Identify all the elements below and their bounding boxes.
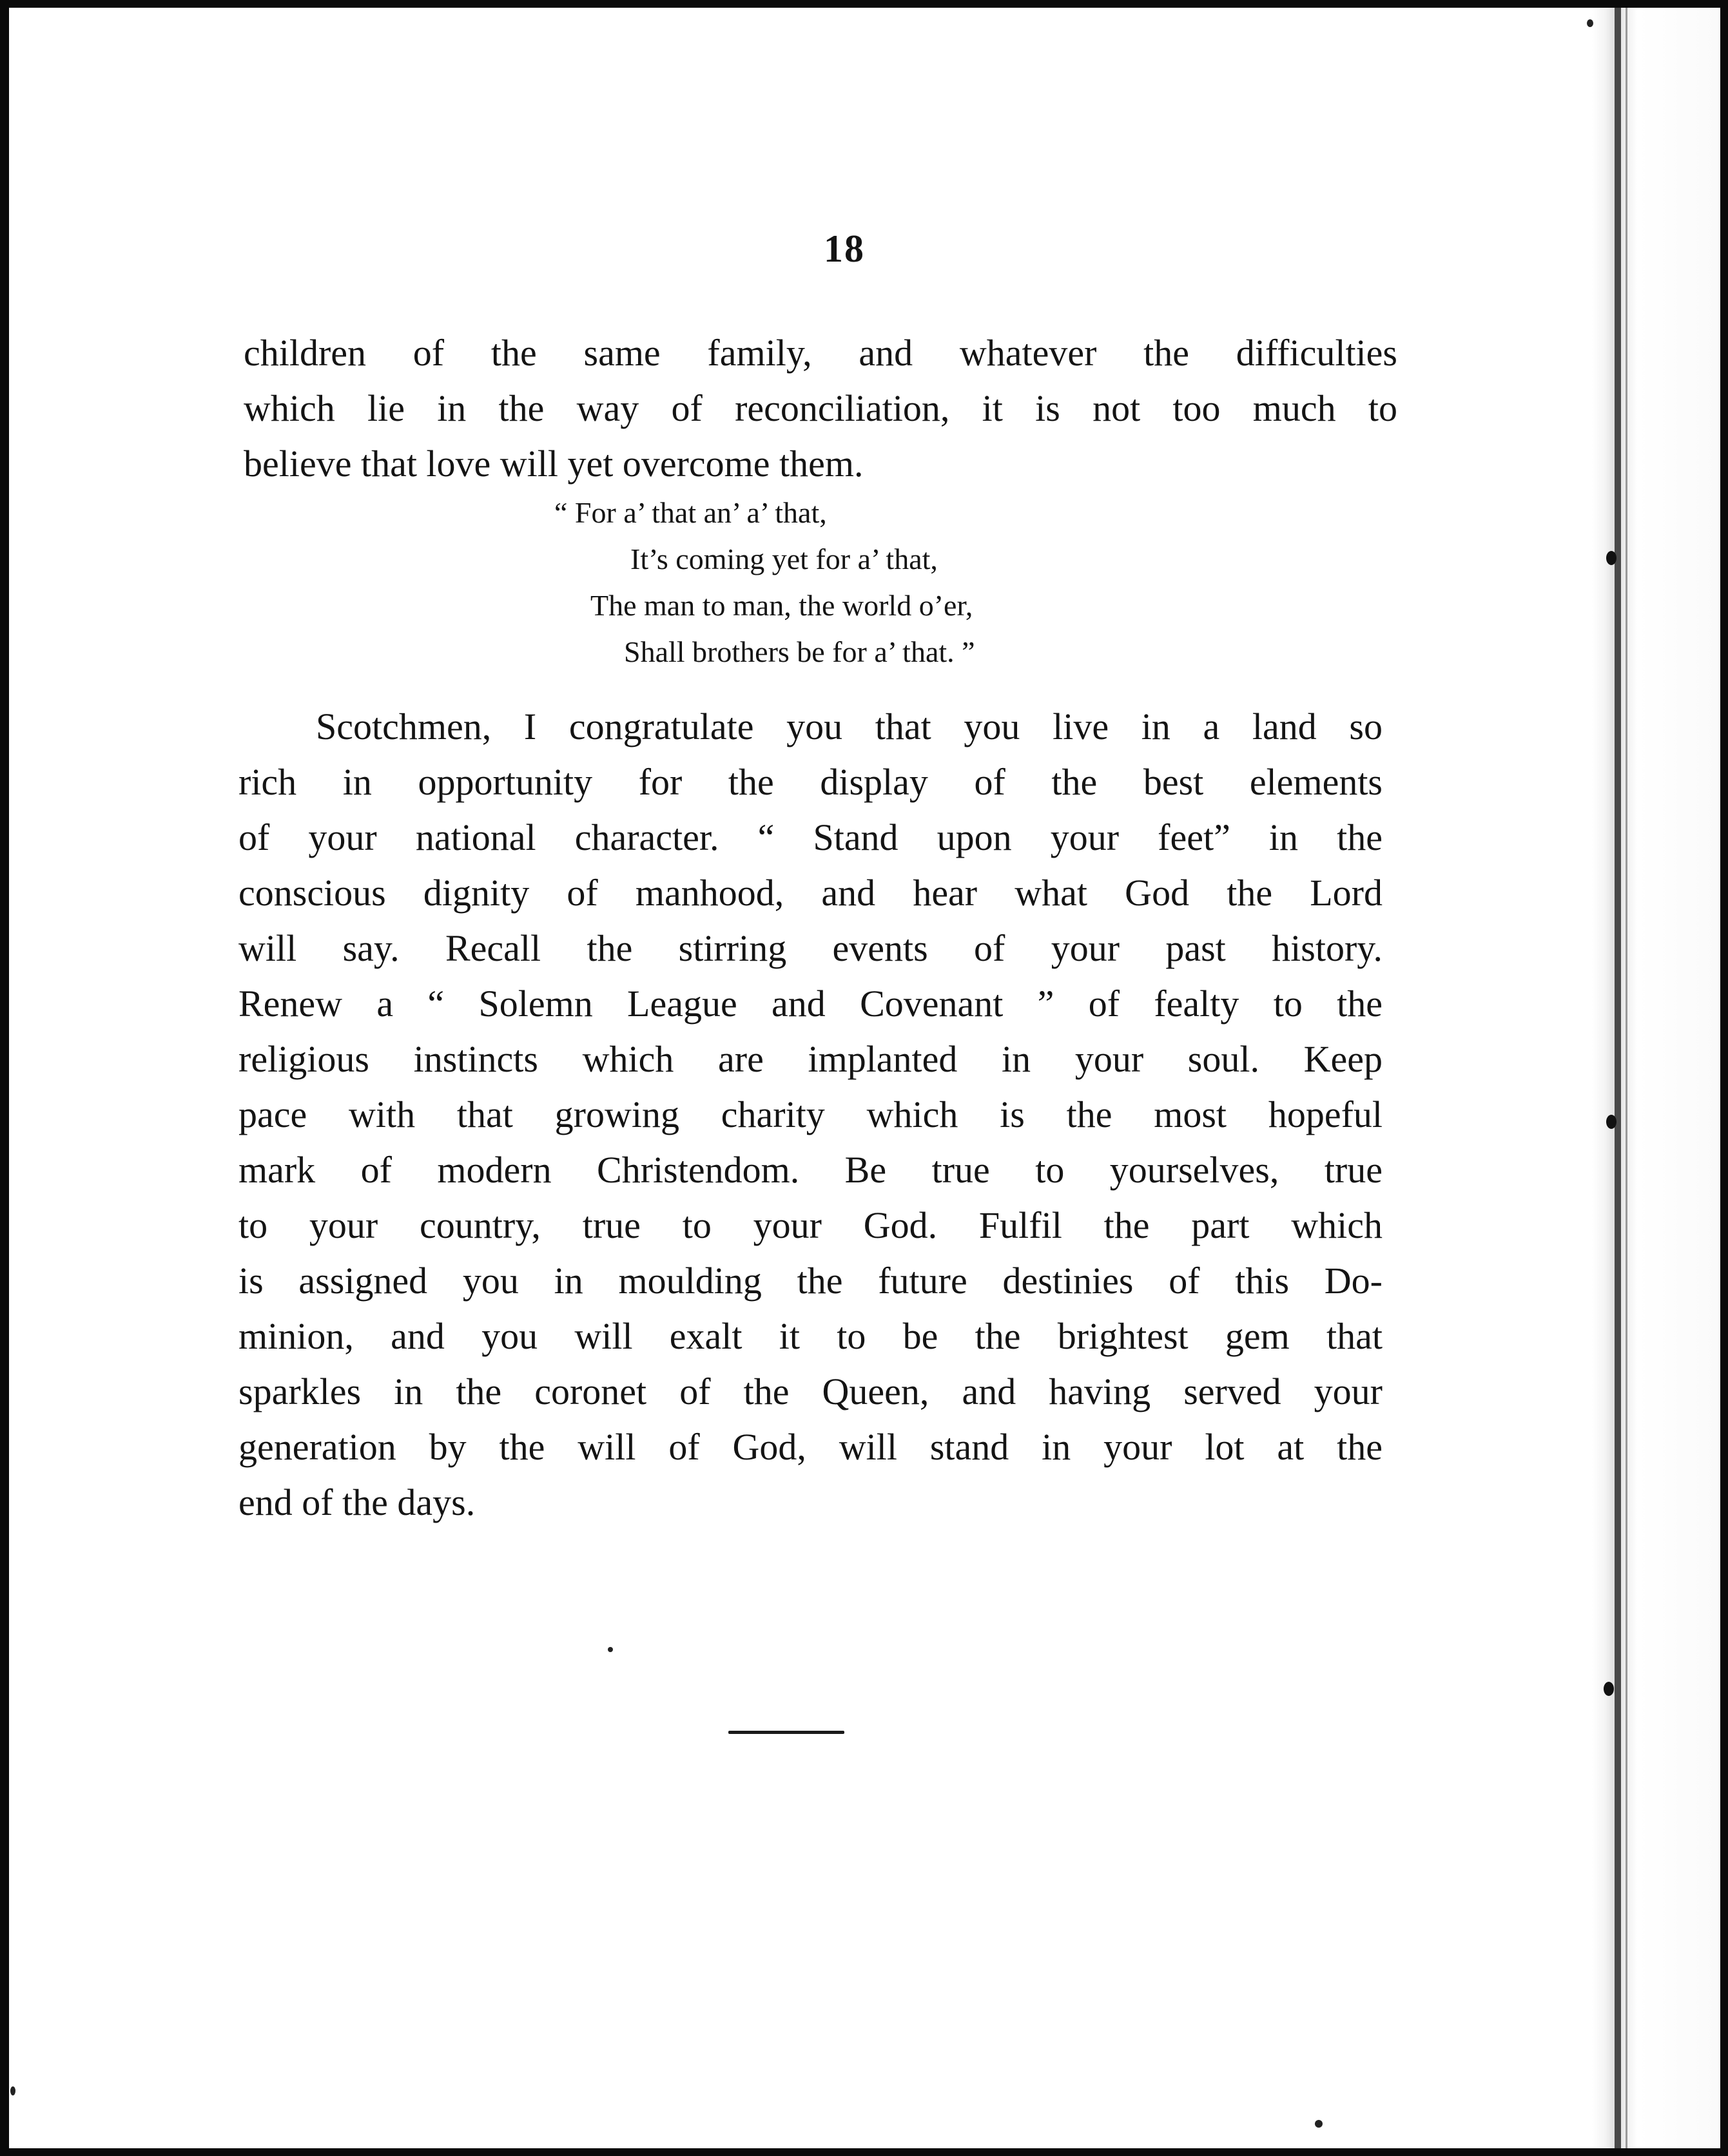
spine-mark xyxy=(1606,1115,1616,1129)
scan-speck xyxy=(10,2086,15,2095)
text-line: generation by the will of God, will stand in your lot at the xyxy=(238,1426,1383,1468)
spine-mark xyxy=(1606,551,1616,565)
text-line: religious instincts which are implanted in your soul. Keep xyxy=(238,1038,1383,1080)
text-line: minion, and you will exalt it to be the brightest gem that xyxy=(238,1315,1383,1357)
text-line: children of the same family, and whatever the difficulties xyxy=(244,332,1397,374)
page-number: 18 xyxy=(824,227,865,270)
spine-mark xyxy=(1604,1682,1614,1696)
text-line: mark of modern Christendom. Be true to yourselves, true xyxy=(238,1149,1383,1191)
scan-speck xyxy=(608,1647,613,1652)
spine-line xyxy=(1615,8,1621,2148)
paragraph-2 xyxy=(238,699,1383,1530)
page-gutter xyxy=(1592,8,1720,2148)
text-line: sparkles in the coronet of the Queen, and having served your xyxy=(238,1371,1383,1412)
text-line: end of the days. xyxy=(238,1481,476,1523)
text-line: rich in opportunity for the display of the best elements xyxy=(238,761,1383,803)
scan-speck xyxy=(1315,2120,1323,2128)
text-line: pace with that growing charity which is the most hopeful xyxy=(238,1093,1383,1135)
poem-line: It’s coming yet for a’ that, xyxy=(630,543,938,575)
text-line: believe that love will yet overcome them. xyxy=(244,443,864,485)
text-line: Renew a “ Solemn League and Covenant ” of fealty to the xyxy=(238,983,1383,1025)
text-line: Scotchmen, I congratulate you that you live in a land so xyxy=(316,706,1383,747)
scan-speck xyxy=(1587,19,1593,27)
poem-line: The man to man, the world o’er, xyxy=(590,589,973,622)
text-line: which lie in the way of reconciliation, it is not too much to xyxy=(244,387,1397,429)
paragraph-1 xyxy=(244,325,1397,492)
spine-line-inner xyxy=(1626,8,1627,2148)
end-rule xyxy=(728,1731,844,1734)
text-line: to your country, true to your God. Fulfil the part which xyxy=(238,1204,1383,1246)
poem-line: “ For a’ that an’ a’ that, xyxy=(554,496,827,529)
text-line: will say. Recall the stirring events of your past history. xyxy=(238,927,1383,969)
text-line: of your national character. “ Stand upon your feet” in the xyxy=(238,816,1383,858)
poem-line: Shall brothers be for a’ that. ” xyxy=(624,635,975,668)
poem-quote xyxy=(554,490,975,675)
text-line: is assigned you in moulding the future destinies of this Do- xyxy=(238,1260,1383,1302)
text-line: conscious dignity of manhood, and hear what God the Lord xyxy=(238,872,1383,914)
